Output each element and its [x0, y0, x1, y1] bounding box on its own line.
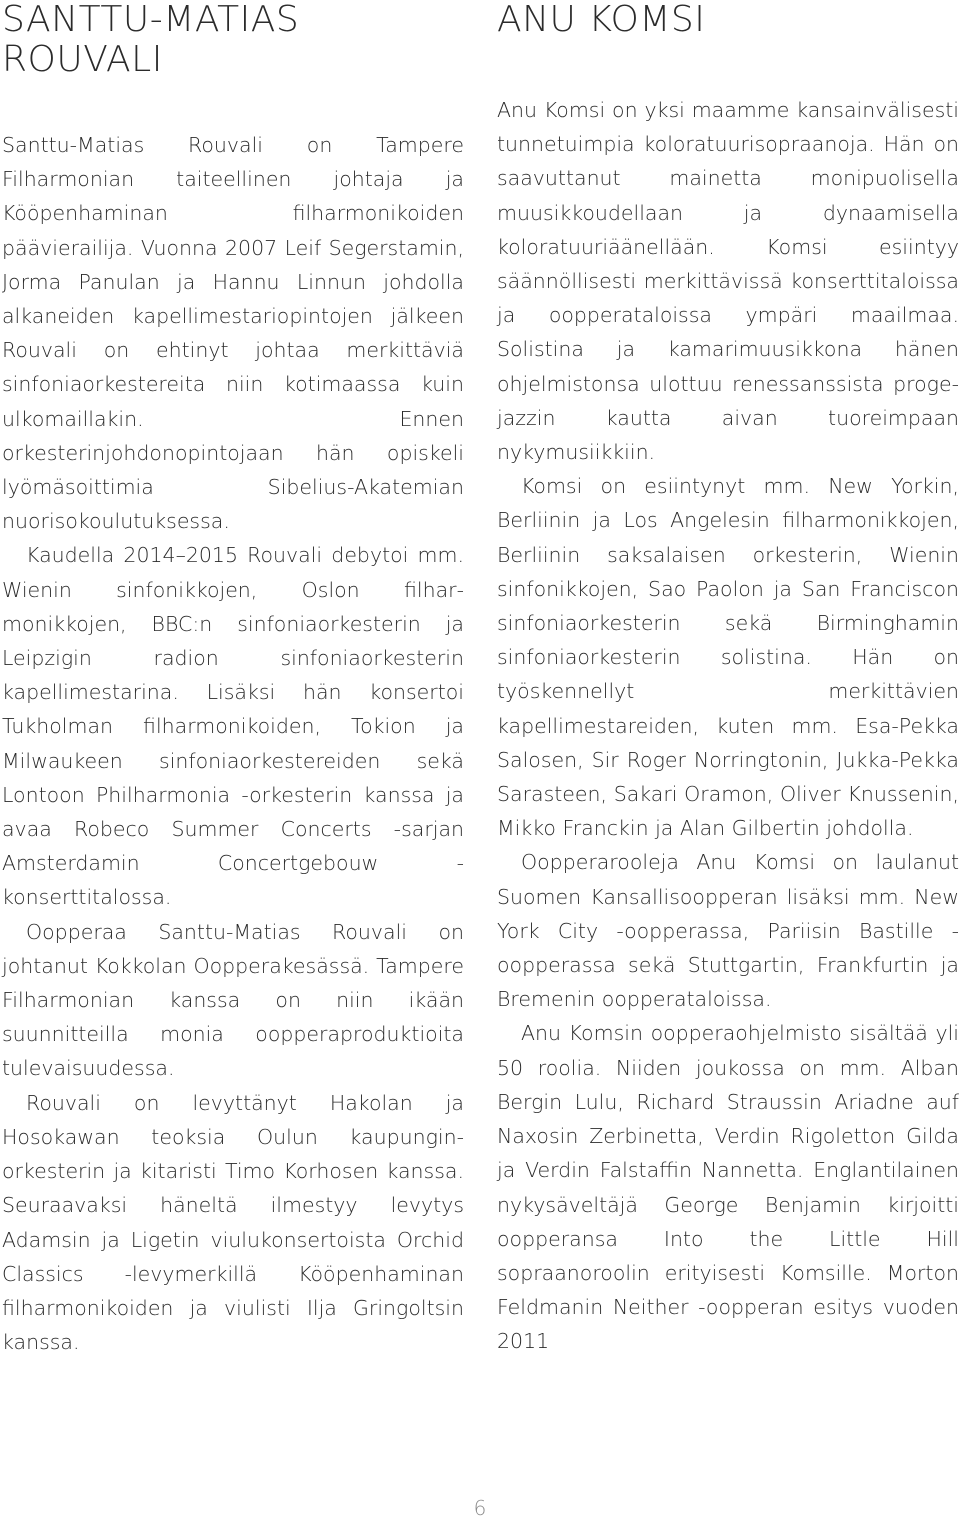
paragraph: Oopperarooleja Anu Komsi on laulanut Suomen Kansallisoopperan lisäksi mm. New York City -oopperassa, Pariisin Bastille -oopperassa sekä Stuttgartin, Frankfurtin ja Bremenin oopperataloissa.: [497, 850, 959, 1012]
paragraph: Santtu-Matias Rouvali on Tampere Filharmonian taiteellinen johtaja ja Kööpenhaminan filharmonikoiden päävierailija. Vuonna 2007 Leif Segerstamin, Jorma Panulan ja Hannu Linnun johdolla alkaneiden kapellimestariopintojen jälkeen Rouvali on ehtinyt johtaa merkittäviä sinfoniaorkestereita niin kotimaassa kuin ulkomaillakin. Ennen orkesterinjohdonopintojaan hän opiskeli lyömäsoittimia Sibelius-Akatemian nuorisokoulutuksessa.: [2, 133, 464, 534]
right-body-text: [497, 93, 959, 1359]
paragraph: Oopperaa Santtu-Matias Rouvali on johtanut Kokkolan Oopperakesässä. Tampere Filharmonian kanssa on niin ikään suunnitteilla monia oopperaproduktioita tulevaisuudessa.: [2, 919, 464, 1081]
right-column: [497, 0, 959, 1354]
left-body-text: [2, 128, 464, 1359]
section-title-komsi: ANU KOMSI: [497, 0, 706, 40]
page-number: 6: [473, 1496, 487, 1520]
paragraph: Kaudella 2014–2015 Rouvali debytoi mm. Wienin sinfonikkojen, Oslon filharmonikkojen, BBC:n sinfoniaorkesterin ja Leipzigin radion sinfoniaorkesterin kapellimestarina. Lisäksi hän konsertoi Tukholman filharmonikoiden, Tokion ja Milwaukeen sinfoniaorkestereiden sekä Lontoon Philharmonia -orkesterin kanssa ja avaa Robeco Summer Concerts -sarjan Amsterdamin Concertgebouw -konserttitalossa.: [2, 543, 464, 910]
paragraph: Anu Komsin oopperaohjelmisto sisältää yli 50 roolia. Niiden joukossa on mm. Alban Bergin Lulu, Richard Straussin Ariadne auf Naxosin Zerbinetta, Verdin Rigoletton Gilda ja Verdin Falstaffin Nannetta. Englantilainen nykysäveltäjä George Benjamin kirjoitti oopperansa Into the Little Hill sopraanoroolin erityisesti Komsille. Morton Feldmanin Neither -oopperan esitys vuoden 2011: [497, 1021, 959, 1354]
title-line-1: SANTTU-MATIAS: [2, 0, 300, 40]
paragraph: Anu Komsi on yksi maamme kansainvälisesti tunnetuimpia koloratuurisopraanoja. Hän on saavuttanut mainetta monipuolisella muusikkoudellaan ja dynaamisella koloratuuriäänellään. Komsi esiintyy säännöllisesti merkittävissä konserttitaloissa ja oopperataloissa ympäri maailmaa. Solistina ja kamarimuusikkona hänen ohjelmistonsa ulottuu renessanssista proge-jazzin kautta aivan tuoreimpaan nykymusiikkiin.: [497, 98, 959, 465]
paragraph: Rouvali on levyttänyt Hakolan ja Hosokawan teoksia Oulun kaupunginorkesterin ja kitaristi Timo Korhosen kanssa. Seuraavaksi häneltä ilmestyy levytys Adamsin ja Ligetin viulukonsertoista Orchid Classics -levymerkillä Kööpenhaminan filharmonikoiden ja viulisti Ilja Gringoltsin kanssa.: [2, 1090, 464, 1355]
section-title-rouvali: [2, 0, 464, 80]
left-column: [2, 0, 464, 1355]
paragraph: Komsi on esiintynyt mm. New Yorkin, Berliinin ja Los Angelesin filharmonikkojen, Berliinin saksalaisen orkesterin, Wienin sinfonikkojen, Sao Paolon ja San Franciscon sinfoniaorkesterin sekä Birminghamin sinfoniaorkesterin solistina. Hän on työskennellyt merkittävien kapellimestareiden, kuten mm. Esa-Pekka Salosen, Sir Roger Norringtonin, Jukka-Pekka Sarasteen, Sakari Oramon, Oliver Knussenin, Mikko Franckin ja Alan Gilbertin johdolla.: [497, 474, 959, 841]
title-line-2: ROUVALI: [2, 39, 163, 80]
